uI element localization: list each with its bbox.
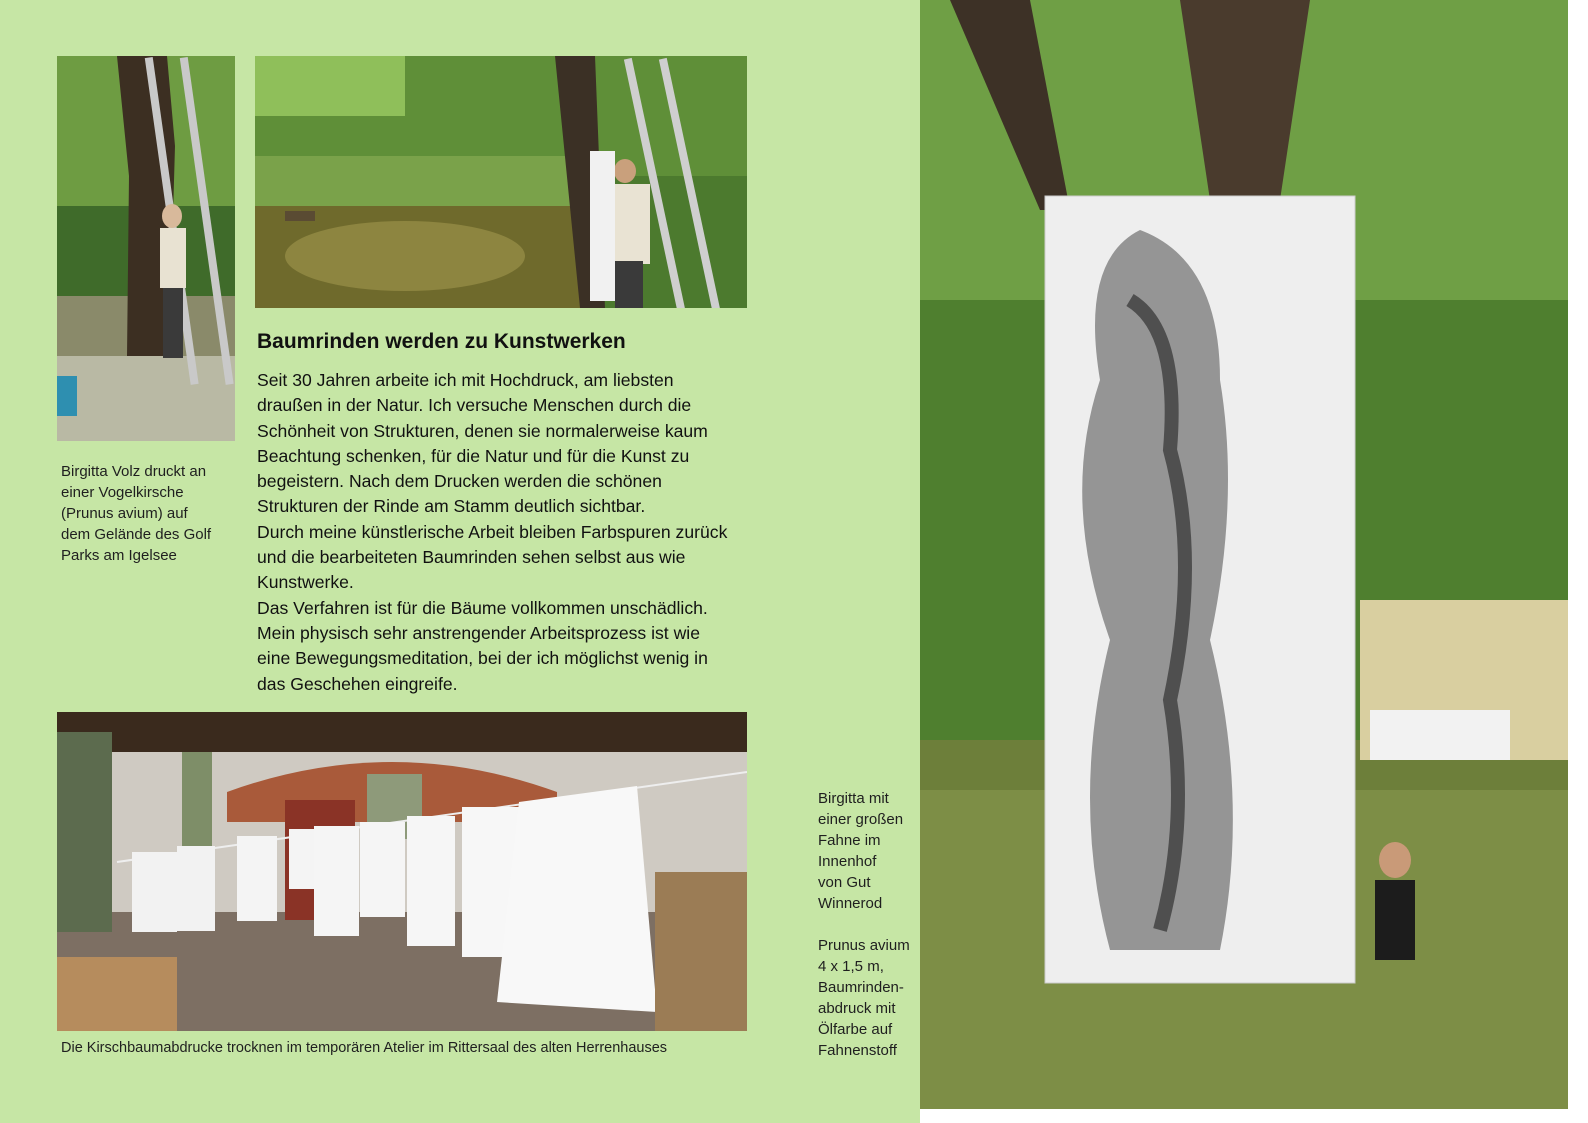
body-paragraph: Seit 30 Jahren arbeite ich mit Hochdruck, am liebsten draußen in der Natur. Ich versuche Menschen durch die Schönheit von Strukturen, denen sie normalerweise kaum Beachtung schenken, für die Natur und für die Kunst zu begeistern. Nach dem Drucken werden die schönen Strukturen der Rinde am Stamm deutlich sichtbar. (257, 370, 708, 517)
caption-right: Birgitta mit einer großen Fahne im Innenhof von Gut Winnerod Prunus avium 4 x 1,5 m, Baumrinden- abdruck mit Ölfarbe auf Fahnenstoff (818, 790, 910, 1059)
photo-banner-in-tree (920, 0, 1568, 1109)
photo-atelier-drying-prints (57, 712, 747, 1031)
body-paragraph: Das Verfahren ist für die Bäume vollkommen unschädlich. Mein physisch sehr anstrengender Arbeitsprozess ist wie eine Bewegungsmeditation, bei der ich möglichst wenig in das Geschehen eingreife. (257, 597, 708, 694)
caption-top-left: Birgitta Volz druckt an einer Vogelkirsche (Prunus avium) auf dem Gelände des Golf Parks am Igelsee (61, 463, 212, 564)
photo-artist-at-tree (57, 56, 235, 441)
body-text (257, 368, 737, 697)
caption-bottom: Die Kirschbaumabdrucke trocknen im temporären Atelier im Rittersaal des alten Herrenhauses (61, 1040, 668, 1056)
photo-pond-ladder (255, 56, 747, 308)
body-paragraph: Durch meine künstlerische Arbeit bleiben Farbspuren zurück und die bearbeiteten Baumrinden sehen selbst aus wie Kunstwerke. (257, 521, 728, 593)
headline: Baumrinden werden zu Kunstwerken (257, 330, 626, 353)
